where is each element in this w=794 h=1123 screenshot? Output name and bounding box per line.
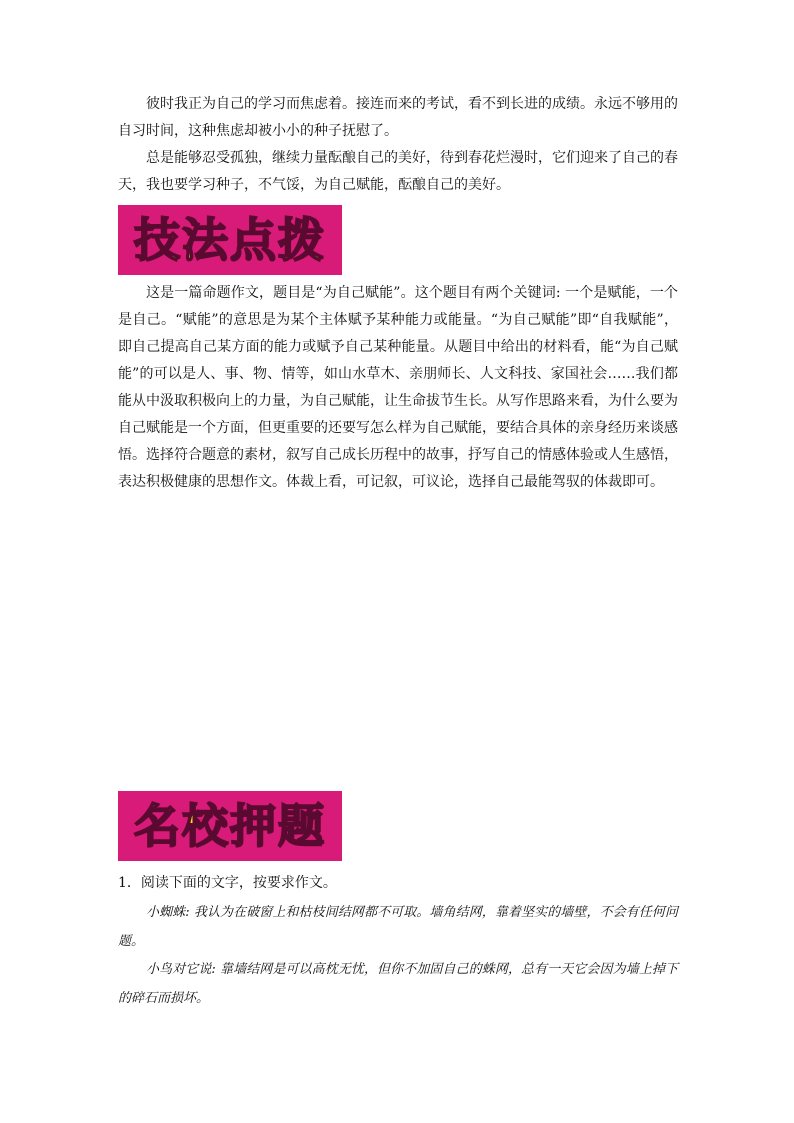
essay-paragraph-2: 总是能够忍受孤独，继续力量酝酿自己的美好，待到春花烂漫时，它们迎来了自己的春天，我也要学习种子，不气馁，为自己赋能，酝酿自己的美好。 <box>118 150 678 193</box>
quote-bird: 小鸟对它说: 靠墙结网是可以高枕无忧，但你不加固自己的蛛网，总有一天它会因为墙上掉下的碎石而损坏。 <box>118 962 678 1006</box>
tips-paragraph: 这是一篇命题作文，题目是“为自己赋能”。这个题目有两个关键词: 一个是赋能，一个是自己。“赋能”的意思是为某个主体赋予某种能力或能量。“为自己赋能”即“自我赋能”，即自己提高自己某方面的能力或赋予自己某种能量。从题目中给出的材料看，能“为自己赋能”的可以是人、事、物、情等，如山水草木、亲朋师长、人文科技、家国社会……我们都能从中汲取积极向上的力量，为自己赋能，让生命拔节生长。从写作思路来看，为什么要为自己赋能是一个方面，但更重要的还要写怎么样为自己赋能，要结合具体的亲身经历来谈感悟。选择符合题意的素材，叙写自己成长历程中的故事，抒写自己的情感体验或人生感悟，表达积极健康的思想作文。体裁上看，可记叙，可议论，选择自己最能驾驭的体裁即可。 <box>118 285 678 490</box>
exam-banner-label: 名校押题 <box>134 799 326 853</box>
quote-spider: 小蜘蛛: 我认为在破窗上和枯枝间结网都不可取。墙角结网，靠着坚实的墙壁，不会有任何问题。 <box>118 905 678 949</box>
tips-banner-label: 技法点拨 <box>134 213 326 267</box>
tips-banner <box>118 205 342 275</box>
essay-paragraph-1: 彼时我正为自己的学习而焦虑着。接连而来的考试，看不到长进的成绩。永远不够用的自习时间，这种焦虑却被小小的种子抚慰了。 <box>118 96 678 139</box>
question-prompt: 1．阅读下面的文字，按要求作文。 <box>118 875 337 891</box>
exam-banner <box>118 791 342 861</box>
